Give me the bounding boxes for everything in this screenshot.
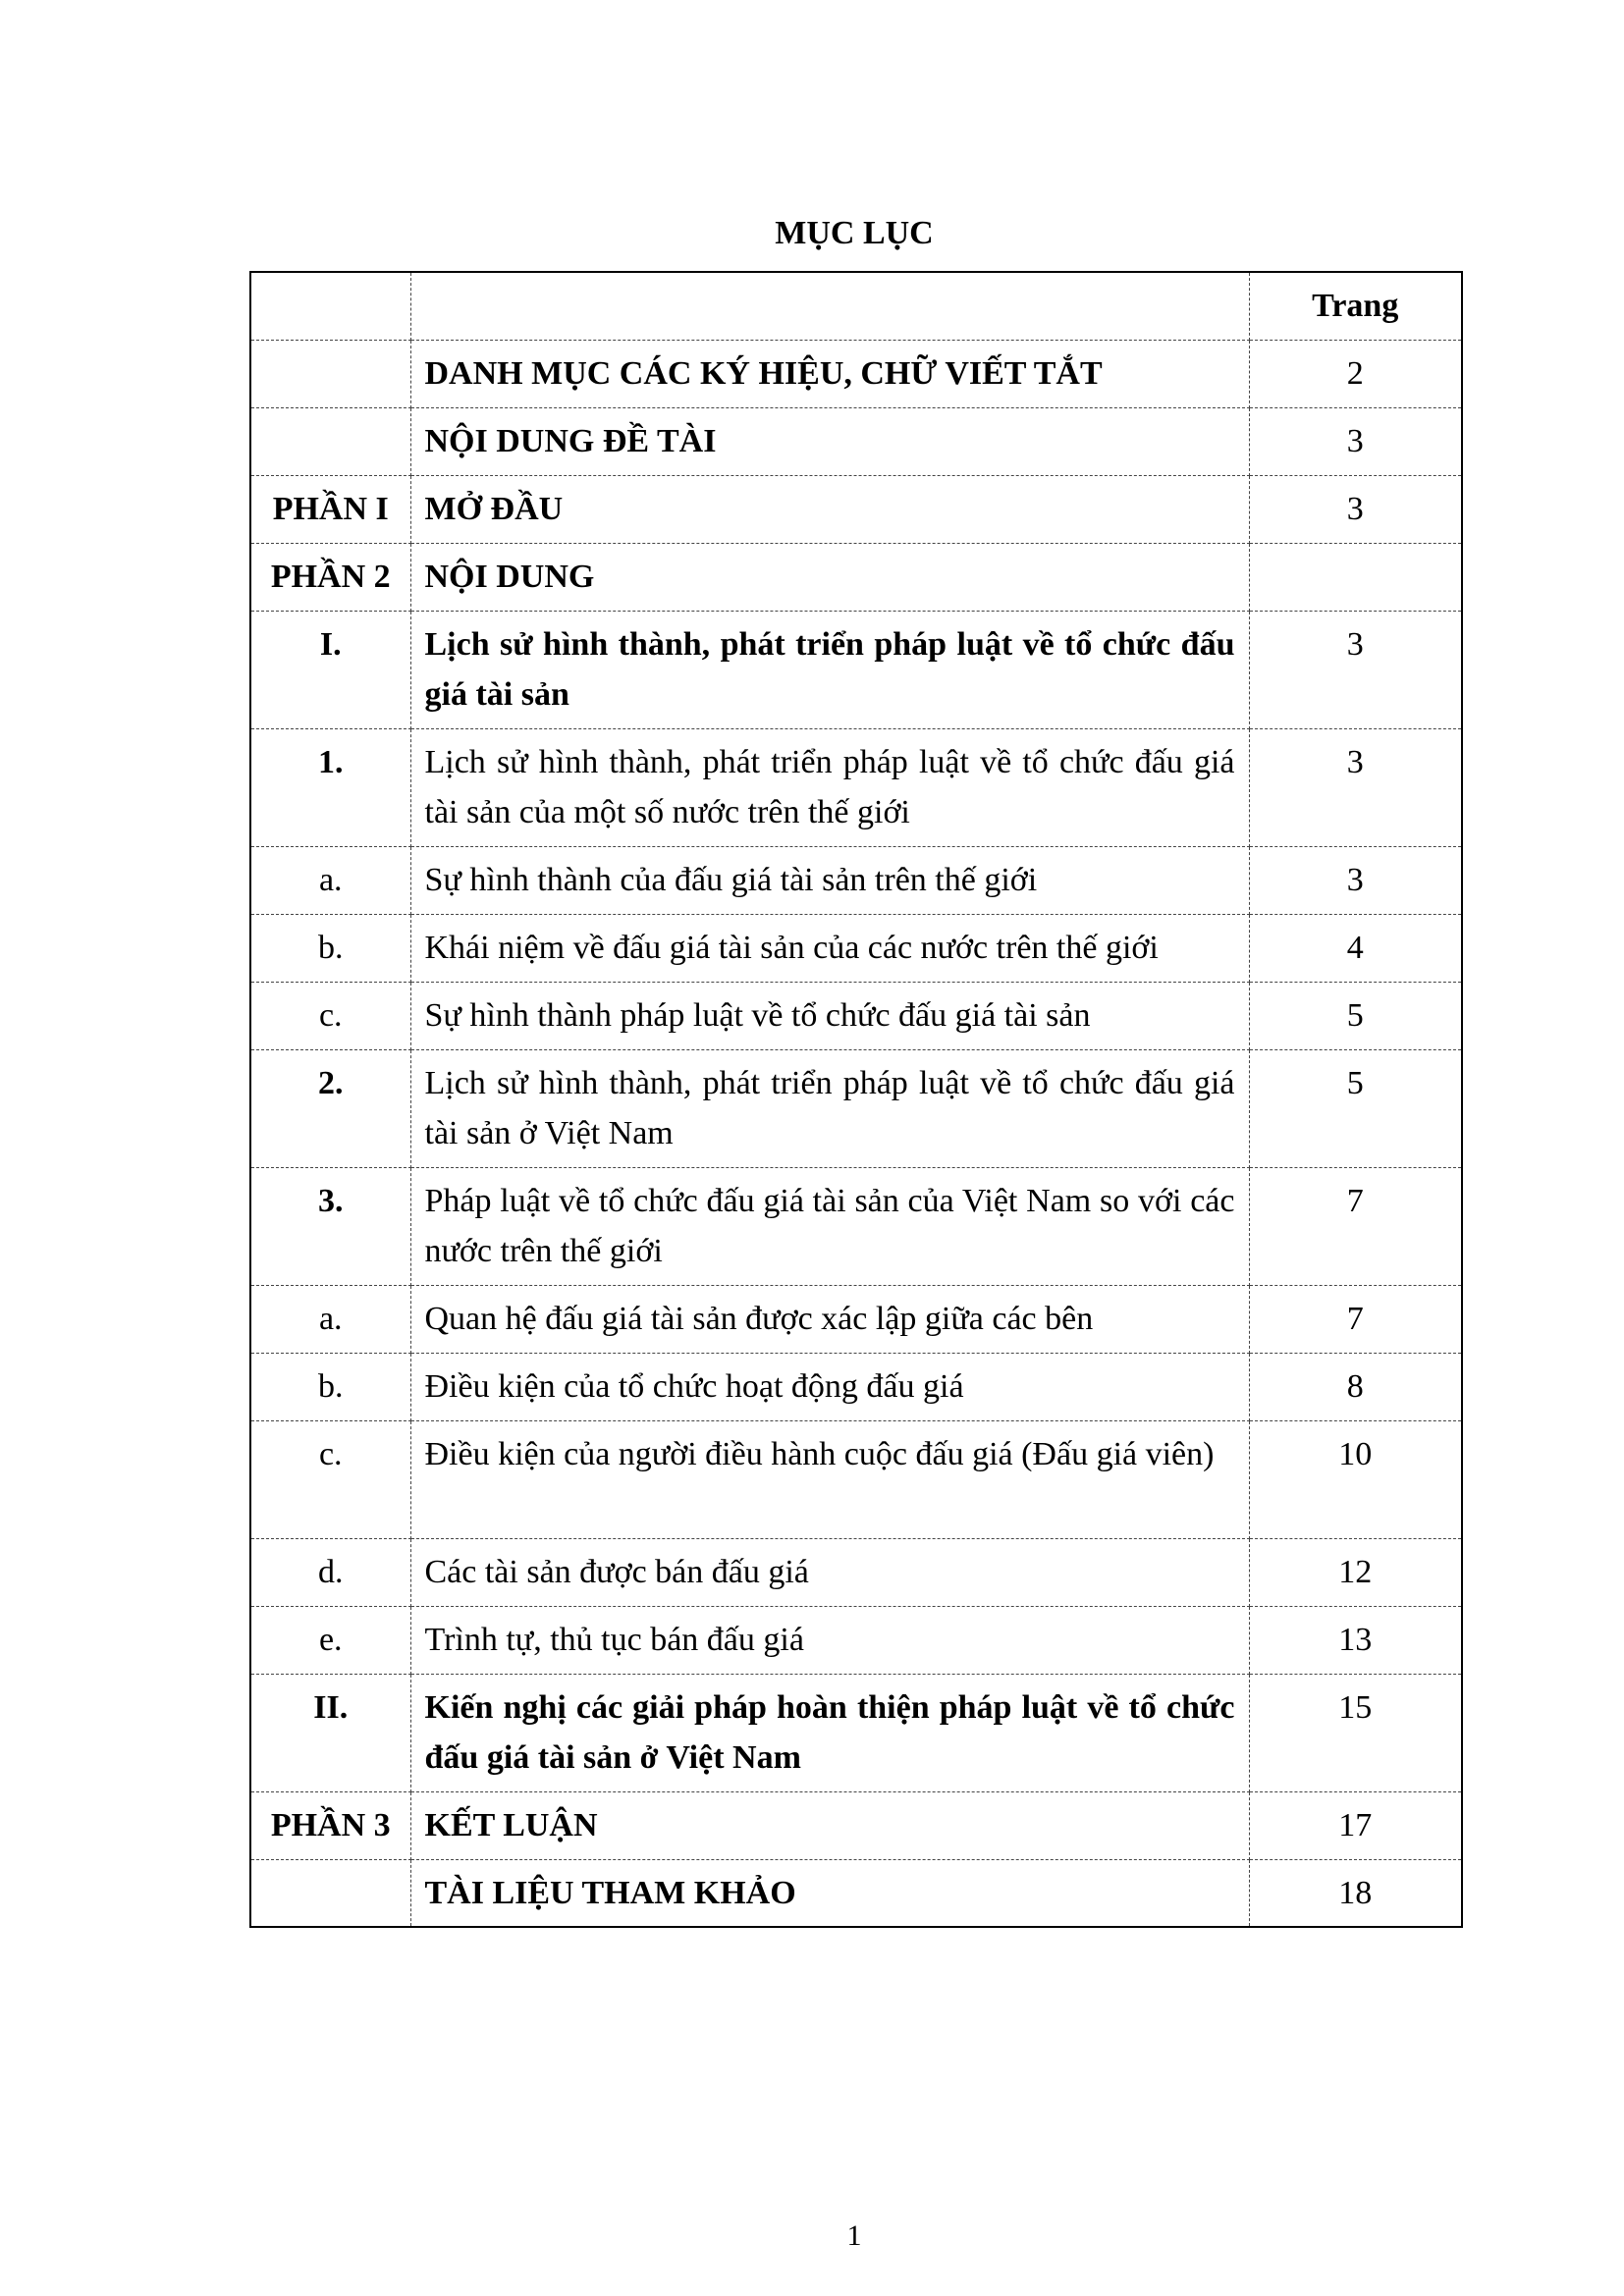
toc-title: Trình tự, thủ tục bán đấu giá [410,1606,1249,1674]
toc-page: 5 [1249,1049,1462,1167]
toc-page: 15 [1249,1674,1462,1791]
toc-title: Điều kiện của tổ chức hoạt động đấu giá [410,1353,1249,1420]
toc-number [250,340,410,407]
toc-page: 3 [1249,407,1462,475]
page-number: 1 [846,2219,862,2252]
toc-title: Quan hệ đấu giá tài sản được xác lập giữa các bên [410,1285,1249,1353]
toc-number: c. [250,1420,410,1538]
toc-number: d. [250,1538,410,1606]
toc-page: 3 [1249,728,1462,846]
toc-row [250,1353,1462,1420]
toc-row [250,543,1462,611]
toc-title: DANH MỤC CÁC KÝ HIỆU, CHỮ VIẾT TẮT [410,340,1249,407]
toc-row [250,846,1462,914]
toc-page: 3 [1249,846,1462,914]
toc-row [250,1420,1462,1538]
toc-page: 3 [1249,611,1462,728]
toc-page: 12 [1249,1538,1462,1606]
toc-title: Sự hình thành pháp luật về tổ chức đấu giá tài sản [410,982,1249,1049]
toc-page [1249,543,1462,611]
toc-number: c. [250,982,410,1049]
toc-page: 13 [1249,1606,1462,1674]
toc-title: NỘI DUNG ĐỀ TÀI [410,407,1249,475]
toc-page: 18 [1249,1859,1462,1927]
toc-row [250,1859,1462,1927]
toc-number: 3. [250,1167,410,1285]
toc-number: 1. [250,728,410,846]
toc-row [250,611,1462,728]
toc-page: 7 [1249,1285,1462,1353]
toc-row [250,914,1462,982]
header-page-cell: Trang [1249,272,1462,340]
toc-title: NỘI DUNG [410,543,1249,611]
toc-row [250,340,1462,407]
page-title: MỤC LỤC [775,215,934,251]
toc-number: 2. [250,1049,410,1167]
toc-number: a. [250,1285,410,1353]
toc-number: II. [250,1674,410,1791]
toc-number [250,407,410,475]
toc-row [250,475,1462,543]
toc-row [250,728,1462,846]
toc-title: Sự hình thành của đấu giá tài sản trên thế giới [410,846,1249,914]
toc-title: Pháp luật về tổ chức đấu giá tài sản của Việt Nam so với các nước trên thế giới [410,1167,1249,1285]
toc-title: Lịch sử hình thành, phát triển pháp luật về tổ chức đấu giá tài sản ở Việt Nam [410,1049,1249,1167]
toc-page: 17 [1249,1791,1462,1859]
toc-row [250,982,1462,1049]
table-header-row [250,272,1462,340]
toc-row [250,407,1462,475]
toc-number: a. [250,846,410,914]
toc-row [250,1606,1462,1674]
toc-title: Điều kiện của người điều hành cuộc đấu giá (Đấu giá viên) [410,1420,1249,1538]
toc-page: 4 [1249,914,1462,982]
toc-page: 10 [1249,1420,1462,1538]
toc-number: PHẦN I [250,475,410,543]
toc-page: 5 [1249,982,1462,1049]
toc-number: b. [250,1353,410,1420]
header-title-cell [410,272,1249,340]
toc-number: PHẦN 3 [250,1791,410,1859]
toc-number: I. [250,611,410,728]
toc-number: PHẦN 2 [250,543,410,611]
toc-title: Các tài sản được bán đấu giá [410,1538,1249,1606]
toc-row [250,1167,1462,1285]
toc-title: Lịch sử hình thành, phát triển pháp luật về tổ chức đấu giá tài sản [410,611,1249,728]
toc-number: e. [250,1606,410,1674]
toc-page: 7 [1249,1167,1462,1285]
toc-title: Khái niệm về đấu giá tài sản của các nước trên thế giới [410,914,1249,982]
toc-title: Lịch sử hình thành, phát triển pháp luật về tổ chức đấu giá tài sản của một số nước trên thế giới [410,728,1249,846]
toc-row [250,1791,1462,1859]
toc-row [250,1538,1462,1606]
toc-title: Kiến nghị các giải pháp hoàn thiện pháp luật về tổ chức đấu giá tài sản ở Việt Nam [410,1674,1249,1791]
toc-title: KẾT LUẬN [410,1791,1249,1859]
toc-row [250,1674,1462,1791]
toc-number: b. [250,914,410,982]
toc-page: 3 [1249,475,1462,543]
table-of-contents [249,271,1463,1928]
toc-title: MỞ ĐẦU [410,475,1249,543]
toc-page: 2 [1249,340,1462,407]
toc-number [250,1859,410,1927]
toc-row [250,1285,1462,1353]
toc-row [250,1049,1462,1167]
toc-title: TÀI LIỆU THAM KHẢO [410,1859,1249,1927]
toc-page: 8 [1249,1353,1462,1420]
header-number-cell [250,272,410,340]
